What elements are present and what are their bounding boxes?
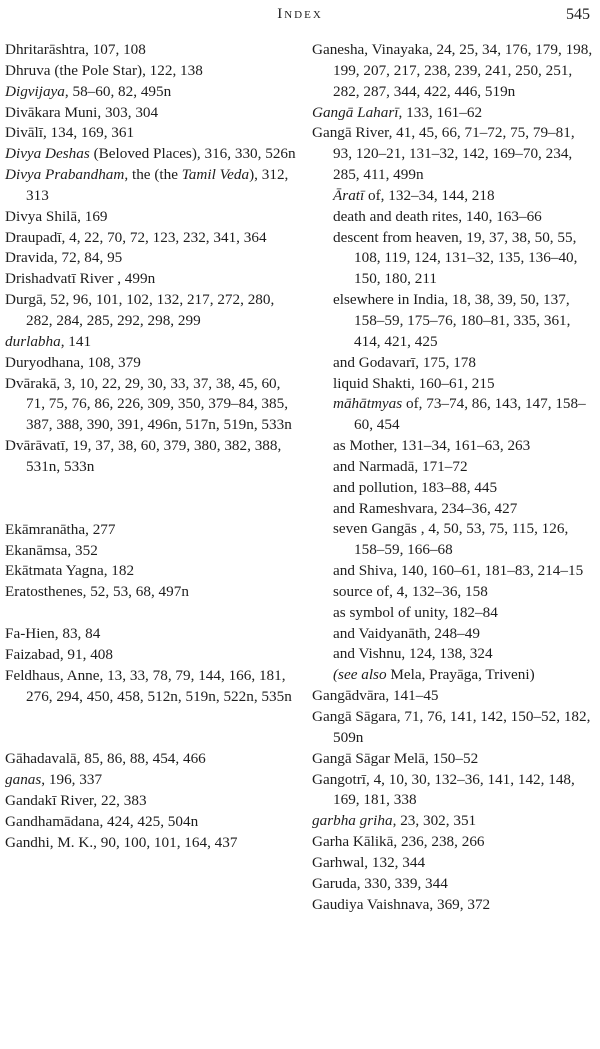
index-entry: [312, 40, 596, 103]
index-entry: [5, 770, 301, 791]
entry-text: and Rameshvara, 234–36, 427: [333, 499, 518, 517]
entry-text: Ganesha, Vinayaka, 24, 25, 34, 176, 179, 198, 199, 207, 217, 238, 239, 241, 250, 251, 282, 287, 344, 422, 446, 519n: [312, 41, 593, 100]
entry-italic-term: ganas: [5, 771, 42, 789]
index-entry: [312, 707, 596, 749]
entry-text: and Vaidyanāth, 248–49: [333, 624, 480, 642]
index-subentry: [312, 353, 596, 374]
entry-italic-term: durlabha: [5, 332, 61, 350]
index-entry: [312, 686, 596, 707]
index-subentry: [312, 582, 596, 603]
entry-text: , 196, 337: [41, 771, 103, 789]
index-subentry: [312, 624, 596, 645]
index-entry: [5, 144, 301, 165]
entry-text: Gandakī River, 22, 383: [5, 792, 147, 810]
index-subentry: [312, 290, 596, 353]
entry-text: and Shiva, 140, 160–61, 181–83, 214–15: [333, 562, 584, 580]
index-entry: [5, 40, 301, 61]
entry-text: Gangotrī, 4, 10, 30, 132–36, 141, 142, 148, 169, 181, 338: [312, 770, 575, 809]
entry-text: Mela, Prayāga, Triveni): [386, 666, 535, 684]
entry-text: as symbol of unity, 182–84: [333, 603, 498, 621]
entry-text: Drishadvatī River , 499n: [5, 270, 156, 288]
entry-text: Faizabad, 91, 408: [5, 645, 113, 663]
index-entry: [5, 520, 301, 541]
index-entry: [5, 645, 301, 666]
index-group-e: [5, 520, 301, 603]
entry-text: , the (the: [124, 166, 182, 184]
index-subentry: [312, 478, 596, 499]
index-entry: [312, 811, 596, 832]
index-subentry: [312, 186, 596, 207]
index-entry: [5, 561, 301, 582]
entry-text: Ekanāmsa, 352: [5, 541, 98, 559]
index-subentry: [312, 228, 596, 291]
entry-text: , 141: [60, 332, 92, 350]
index-entry: [312, 895, 596, 916]
index-group-f: [5, 624, 301, 707]
index-group-d: [5, 40, 301, 478]
entry-text: Dhruva (the Pole Star), 122, 138: [5, 61, 203, 79]
index-entry: [5, 582, 301, 603]
index-subentry: [312, 436, 596, 457]
index-subentry: [312, 665, 596, 686]
entry-text: seven Gangās , 4, 50, 53, 75, 115, 126, 158–59, 166–68: [333, 520, 569, 559]
entry-text: Dvārāvatī, 19, 37, 38, 60, 379, 380, 382, 388, 531n, 533n: [5, 437, 282, 475]
entry-text: Garhwal, 132, 344: [312, 853, 426, 871]
entry-italic-term: Āratī: [333, 186, 365, 204]
entry-text: Ekātmata Yagna, 182: [5, 562, 135, 580]
entry-text: liquid Shakti, 160–61, 215: [333, 374, 495, 392]
entry-text: Durgā, 52, 96, 101, 102, 132, 217, 272, 280, 282, 284, 285, 292, 298, 299: [5, 291, 275, 329]
entry-text: Garuda, 330, 339, 344: [312, 874, 448, 892]
entry-text: Gangā Sāgar Melā, 150–52: [312, 749, 479, 767]
entry-text: (Beloved Places), 316, 330, 526n: [89, 145, 296, 163]
entry-text: ), 312, 313: [26, 166, 289, 204]
index-subentry: [312, 499, 596, 520]
index-subentry: [312, 519, 596, 561]
index-group-ganga-after: [312, 686, 596, 915]
index-entry: [5, 228, 301, 249]
entry-italic-term: Divya Deshas: [5, 145, 90, 163]
index-entry: [312, 853, 596, 874]
index-entry: [5, 833, 301, 854]
entry-text: of, 132–34, 144, 218: [364, 186, 495, 204]
entry-italic-term: Digvijaya: [5, 82, 65, 100]
entry-text: descent from heaven, 19, 37, 38, 50, 55, 108, 119, 124, 131–32, 135, 136–40, 150, 180, 211: [333, 228, 578, 288]
index-entry: [5, 207, 301, 228]
entry-text: as Mother, 131–34, 161–63, 263: [333, 437, 531, 455]
entry-italic-term: māhātmyas: [333, 395, 403, 413]
index-entry: [5, 791, 301, 812]
entry-text: and Godavarī, 175, 178: [333, 353, 476, 371]
entry-text: and pollution, 183–88, 445: [333, 478, 498, 496]
index-entry: [5, 374, 301, 437]
index-entry: [5, 812, 301, 833]
entry-text: Gandhamādana, 424, 425, 504n: [5, 813, 199, 830]
right-column: [312, 40, 596, 915]
entry-text: of, 73–74, 86, 143, 147, 158–60, 454: [354, 395, 586, 434]
index-entry: [5, 541, 301, 562]
index-entry: [312, 832, 596, 853]
entry-text: Eratosthenes, 52, 53, 68, 497n: [5, 583, 189, 601]
index-entry: [5, 666, 301, 708]
index-subentry: [312, 374, 596, 395]
index-group-ganesha-ganga: [312, 40, 596, 186]
entry-text: Feldhaus, Anne, 13, 33, 78, 79, 144, 166, 181, 276, 294, 450, 458, 512n, 519n, 522n, 535n: [5, 666, 292, 705]
entry-text: , 58–60, 82, 495n: [64, 82, 172, 100]
entry-text: elsewhere in India, 18, 38, 39, 50, 137, 158–59, 175–76, 180–81, 335, 361, 414, 421, 425: [333, 291, 571, 350]
entry-italic-term: Gangā Laharī: [312, 103, 399, 121]
page-number: 545: [566, 6, 590, 23]
index-entry: [312, 123, 596, 186]
entry-text: Gangā Sāgara, 71, 76, 141, 142, 150–52, 182, 509n: [312, 708, 591, 746]
index-subentry: [312, 644, 596, 665]
index-entry: [5, 103, 301, 124]
entry-text: Divya Shilā, 169: [5, 207, 108, 225]
index-entry: [5, 290, 301, 332]
index-entry: [5, 624, 301, 645]
entry-text: Garha Kālikā, 236, 238, 266: [312, 833, 485, 851]
entry-text: Gandhi, M. K., 90, 100, 101, 164, 437: [5, 833, 238, 851]
entry-text: Gangā River, 41, 45, 66, 71–72, 75, 79–81, 93, 120–21, 131–32, 142, 169–70, 234, 285, 411, 499n: [312, 124, 575, 184]
entry-text: , 133, 161–62: [398, 103, 483, 121]
entry-text: Dvārakā, 3, 10, 22, 29, 30, 33, 37, 38, 45, 60, 71, 75, 76, 86, 226, 309, 350, 379–84, 385, 387, 388, 390, 391, 496n, 517n, 519n, 533n: [5, 374, 292, 434]
index-subentry: [312, 457, 596, 478]
index-group-g: [5, 749, 301, 853]
index-entry: [5, 82, 301, 103]
index-entry: [5, 332, 301, 353]
group-spacer: [5, 707, 301, 749]
entry-text: and Vishnu, 124, 138, 324: [333, 645, 493, 663]
entry-text: Gangādvāra, 141–45: [312, 687, 439, 705]
entry-text: Duryodhana, 108, 379: [5, 353, 141, 371]
index-subentry: [312, 207, 596, 228]
running-head: [0, 4, 600, 28]
index-entry: [312, 103, 596, 124]
index-entry: [5, 248, 301, 269]
ganga-subentries: [312, 186, 596, 686]
entry-text: Fa-Hien, 83, 84: [5, 625, 101, 643]
entry-text: Dhritarāshtra, 107, 108: [5, 41, 146, 58]
entry-italic-term: (see also: [333, 666, 387, 684]
entry-text: Divālī, 134, 169, 361: [5, 124, 135, 142]
index-entry: [312, 770, 596, 812]
index-entry: [5, 749, 301, 770]
entry-italic-term: Tamil Veda: [181, 166, 250, 184]
index-entry: [5, 269, 301, 290]
index-entry: [5, 123, 301, 144]
entry-italic-term: Divya Prabandham: [5, 166, 125, 184]
left-column: [5, 40, 301, 854]
entry-text: Gaudiya Vaishnava, 369, 372: [312, 895, 491, 913]
entry-text: Divākara Muni, 303, 304: [5, 103, 159, 121]
entry-text: , 23, 302, 351: [392, 812, 477, 830]
index-entry: [5, 353, 301, 374]
entry-text: Dravida, 72, 84, 95: [5, 249, 123, 267]
entry-italic-term: garbha griha: [312, 812, 393, 830]
entry-text: and Narmadā, 171–72: [333, 457, 468, 475]
group-spacer: [5, 478, 301, 520]
index-entry: [5, 165, 301, 207]
index-subentry: [312, 394, 596, 436]
group-spacer: [5, 603, 301, 624]
index-entry: [5, 436, 301, 478]
entry-text: Ekāmranātha, 277: [5, 520, 116, 538]
index-entry: [312, 874, 596, 895]
index-subentry: [312, 561, 596, 582]
entry-text: source of, 4, 132–36, 158: [333, 582, 488, 600]
index-subentry: [312, 603, 596, 624]
running-title: Index: [277, 6, 323, 22]
entry-text: Draupadī, 4, 22, 70, 72, 123, 232, 341, 364: [5, 228, 267, 246]
entry-text: Gāhadavalā, 85, 86, 88, 454, 466: [5, 750, 206, 768]
index-entry: [5, 61, 301, 82]
index-entry: [312, 749, 596, 770]
entry-text: death and death rites, 140, 163–66: [333, 207, 542, 225]
